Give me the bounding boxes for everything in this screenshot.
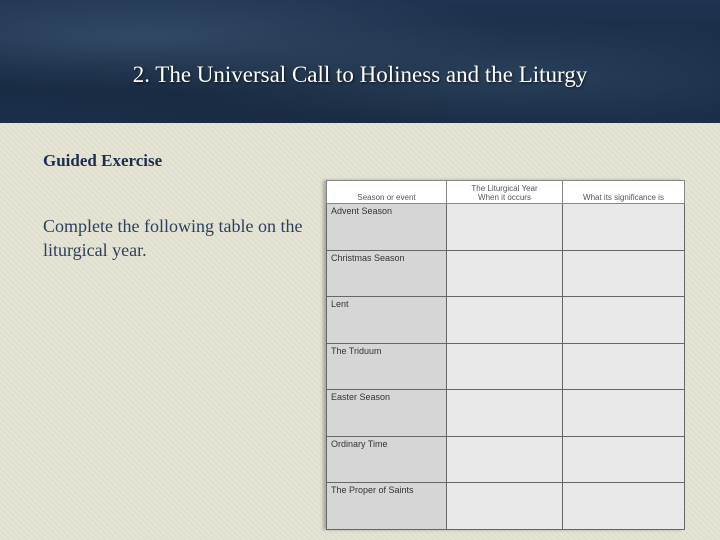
slide-title: 2. The Universal Call to Holiness and the Liturgy bbox=[132, 62, 588, 87]
season-cell: Ordinary Time bbox=[327, 436, 447, 483]
when-cell[interactable] bbox=[447, 204, 563, 251]
table-group-header: The Liturgical Year bbox=[471, 184, 538, 193]
exercise-instructions: Complete the following table on the liturgical year. bbox=[43, 216, 303, 260]
column-header-when-label: When it occurs bbox=[478, 193, 531, 202]
column-header-significance-label: What its significance is bbox=[583, 193, 664, 202]
column-header-when bbox=[447, 181, 563, 204]
when-cell[interactable] bbox=[447, 483, 563, 530]
column-header-significance bbox=[563, 181, 685, 204]
table-row bbox=[327, 343, 685, 390]
liturgical-year-table-image bbox=[326, 180, 684, 530]
when-cell[interactable] bbox=[447, 343, 563, 390]
column-header-season-label: Season or event bbox=[357, 193, 416, 202]
significance-cell[interactable] bbox=[563, 204, 685, 251]
season-cell: Easter Season bbox=[327, 390, 447, 437]
season-cell: The Triduum bbox=[327, 343, 447, 390]
when-cell[interactable] bbox=[447, 390, 563, 437]
significance-cell[interactable] bbox=[563, 250, 685, 297]
season-cell: Advent Season bbox=[327, 204, 447, 251]
table-row bbox=[327, 390, 685, 437]
significance-cell[interactable] bbox=[563, 483, 685, 530]
table-row bbox=[327, 483, 685, 530]
table-row bbox=[327, 436, 685, 483]
when-cell[interactable] bbox=[447, 250, 563, 297]
table-row bbox=[327, 250, 685, 297]
significance-cell[interactable] bbox=[563, 297, 685, 344]
season-cell: Lent bbox=[327, 297, 447, 344]
when-cell[interactable] bbox=[447, 297, 563, 344]
column-header-season bbox=[327, 181, 447, 204]
when-cell[interactable] bbox=[447, 436, 563, 483]
season-cell: Christmas Season bbox=[327, 250, 447, 297]
significance-cell[interactable] bbox=[563, 436, 685, 483]
table-row bbox=[327, 297, 685, 344]
table-row bbox=[327, 204, 685, 251]
season-cell: The Proper of Saints bbox=[327, 483, 447, 530]
significance-cell[interactable] bbox=[563, 343, 685, 390]
title-banner bbox=[0, 0, 720, 123]
significance-cell[interactable] bbox=[563, 390, 685, 437]
guided-exercise-heading: Guided Exercise bbox=[43, 151, 163, 170]
liturgical-year-table bbox=[326, 180, 685, 530]
